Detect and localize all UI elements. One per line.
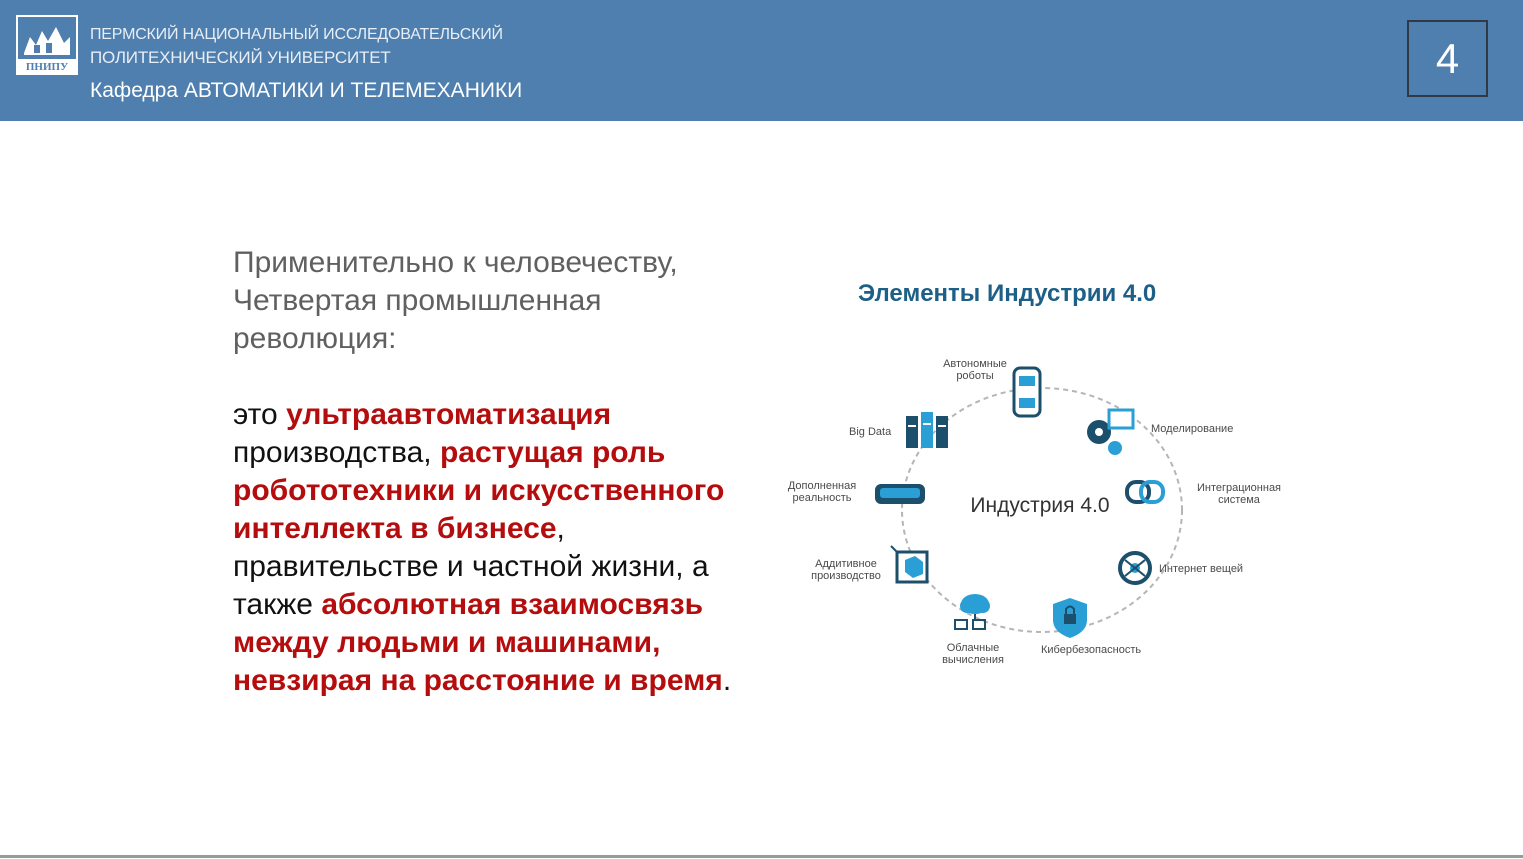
text-segment: , правительстве и частной жизни, а также [233, 512, 709, 621]
highlight-interconnection: абсолютная взаимосвязь между людьми и машинами, невзирая на расстояние и время [233, 588, 723, 697]
university-name-line2: ПОЛИТЕХНИЧЕСКИЙ УНИВЕРСИТЕТ [90, 48, 391, 67]
node-label-ar: Дополненная реальность [787, 480, 857, 504]
university-name-line1: ПЕРМСКИЙ НАЦИОНАЛЬНЫЙ ИССЛЕДОВАТЕЛЬСКИЙ [90, 26, 503, 43]
intro-line3: революция: [233, 322, 397, 355]
text-segment: производства, [233, 436, 440, 469]
node-label-additive: Аддитивное производство [811, 558, 881, 582]
node-label-robots: Автономные роботы [943, 358, 1007, 382]
vr-glasses-icon [875, 484, 925, 504]
industry-4-diagram [765, 330, 1325, 675]
3d-printer-icon [891, 546, 927, 582]
intro-line1: Применительно к человечеству, [233, 246, 678, 279]
diagram-center-label: Индустрия 4.0 [970, 494, 1110, 517]
department-name: Кафедра АВТОМАТИКИ И ТЕЛЕМЕХАНИКИ [90, 79, 523, 102]
iot-icon [1120, 553, 1150, 583]
footer-divider [0, 855, 1523, 858]
slide-number: 4 [1407, 20, 1488, 97]
highlight-robotics-ai: растущая роль робототехники и искусственного интеллекта в бизнесе [233, 436, 725, 545]
node-label-modeling: Моделирование [1151, 423, 1234, 435]
node-label-integration: Интеграционная система [1196, 482, 1282, 506]
text-segment: . [722, 664, 732, 697]
intro-text [233, 244, 753, 358]
svg-text:ПНИПУ: ПНИПУ [25, 61, 69, 73]
cloud-icon [955, 594, 990, 629]
node-label-iot: Интернет вещей [1159, 563, 1244, 575]
node-label-cyber: Кибербезопасность [1041, 644, 1142, 656]
robot-car-icon [1014, 368, 1040, 416]
node-label-cloud: Облачные вычисления [942, 642, 1004, 666]
node-label-bigdata: Big Data [849, 426, 892, 438]
diagram-title: Элементы Индустрии 4.0 [858, 280, 1157, 307]
slide-header [0, 0, 1523, 121]
text-segment: это [233, 398, 287, 431]
gear-icon [1087, 410, 1133, 455]
highlight-ultra-automation: ультраавтоматизация [286, 398, 612, 431]
definition-text [233, 396, 753, 700]
university-logo-icon [16, 15, 78, 75]
server-rack-icon [906, 412, 948, 448]
intro-line2: Четвертая промышленная [233, 284, 602, 317]
integration-chain-icon [1127, 482, 1163, 502]
